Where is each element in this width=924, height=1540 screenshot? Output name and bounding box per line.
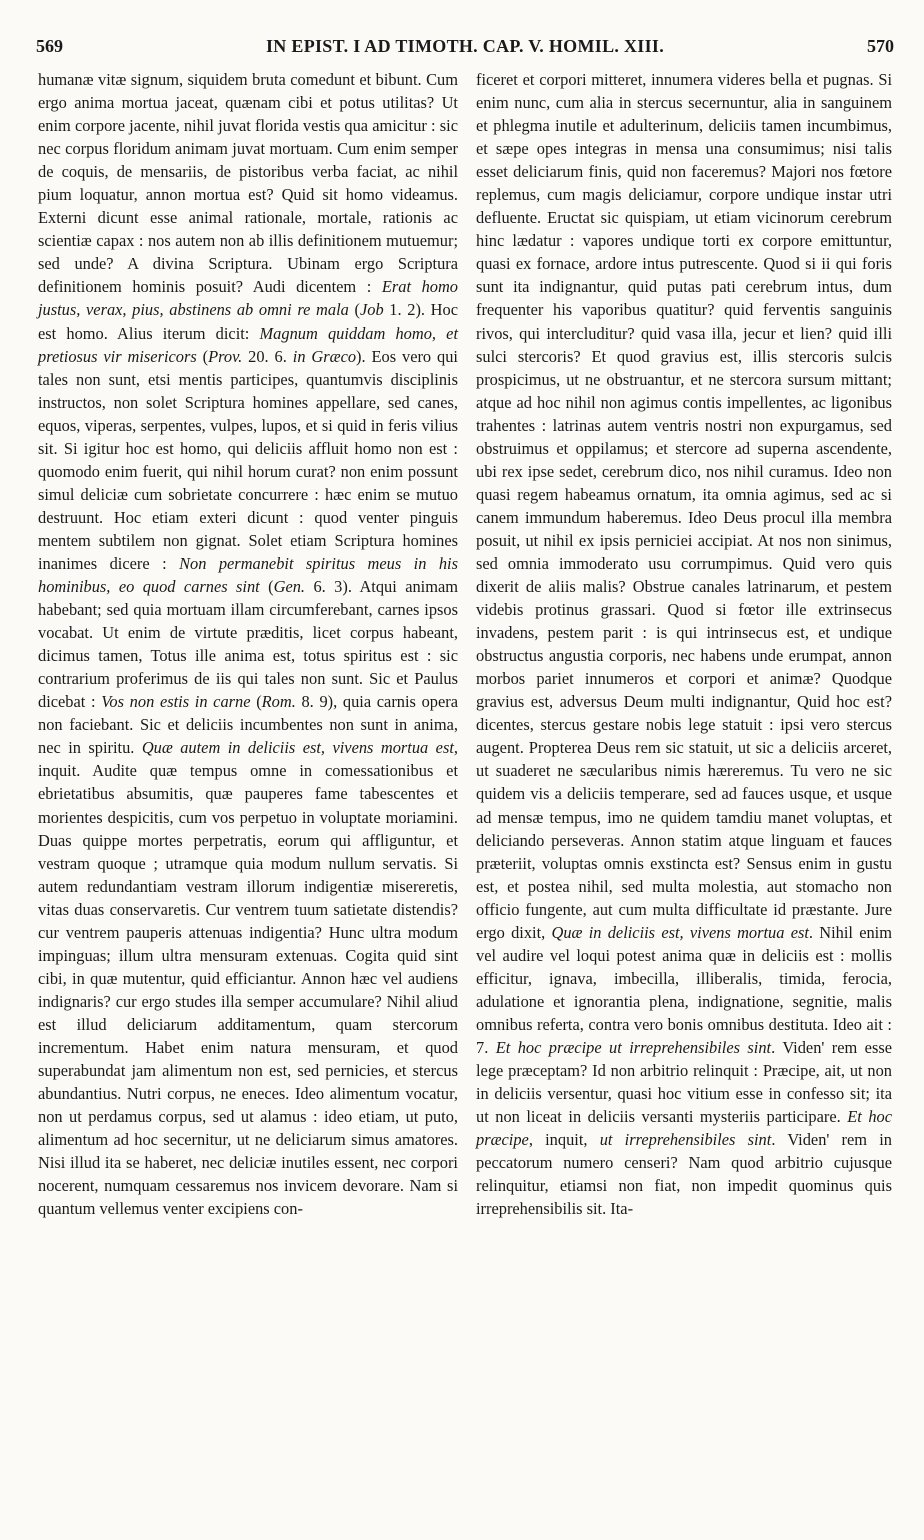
scripture-quote: Quæ autem in deliciis est, vivens mortua est (141, 738, 454, 758)
text-run: humanæ vitæ signum, siquidem bruta comedunt et bibunt. Cum ergo anima mortua jaceat, quænam cibi et potus utilitas? Ut enim corpore jacente, nihil juvat florida vestis qua amicitur : sic nec corpus floridum animam juvat mortuam. Cum enim semper de coquis, de mensariis, de pistoribus verba faciat, ac nihil pium loquatur, annon mortua est? Quid sit homo videamus. Externi dicunt esse animal rationale, mortale, rationis ac scientiæ capax : nos autem non ab illis definitionem mutuemur; sed unde? A divina Scriptura. Ubinam ergo Scriptura definitionem hominis posuit? Audi dicentem : (38, 70, 458, 297)
text-run: , inquit. Audite quæ tempus omne in comessationibus et ebrietatibus absumitis, quæ pauperes fame tabescentes et morientes despicitis, cum vos perpetuo in voluptate moriamini. Duas quippe mortes perpetratis, eorum qui affliguntur, et vestram quoque ; utramque quia modum nullum servatis. Si autem redundantiam vestram illorum indigentiæ misereretis, vitas duas conservaretis. Cur ventrem tuum satietate distendis? cur ventrem pauperis attenuas indigentia? Hunc ultra modum impinguas; illum ultra mensuram extenuas. Cogita quid sint cibi, in quæ mutentur, quid efficiantur. Annon hæc vel audiens indignaris? cur ergo studes illa semper accumulare? Nihil aliud est illud deliciarum additamentum, quam stercorum incrementum. Habet enim natura mensuram, et quod superabundat jam alimentum non est, sed pernicies, et stercus abundantius. Nutri corpus, ne eneces. Ideo alimentum vocatur, non ut perdamus corpus, sed ut alamus : ideo etiam, ut puto, alimentum ad hoc secernitur, ut ne deliciarum simus amatores. Nisi illud ita se haberet, nec deliciæ inutiles essent, nec corpori nocerent, numquam cessaremus nos invicem devorare. Nam si quantum vellemus venter excipiens con- (38, 738, 458, 1219)
running-header (36, 36, 894, 62)
text-column-left (38, 68, 458, 1220)
scripture-quote: Quæ in deliciis est, vivens mortua est (551, 922, 809, 942)
scripture-quote: in Græco (292, 346, 357, 366)
text-run: 20. 6. (242, 346, 293, 366)
text-run: 6. 3). Atqui animam habebant; sed quia mortuam illam circumferebant, carnes ipsos vocabat. Ut enim de virtute præditis, licet corpus habeant, dicimus tamen, Totus ille anima est, totus spiritus est : sic contrarium proferimus de iis qui tales non sunt. Sic et Paulus dicebat : (38, 577, 458, 712)
running-title: IN EPIST. I AD TIMOTH. CAP. V. HOMIL. XIII. (266, 36, 664, 56)
text-run: . Viden' rem esse lege præceptam? Id non arbitrio relinquit : Præcipe, ait, ut non in deliciis versentur, quasi hoc vitium esse in confesso sit; ita ut non liceat in deliciis versanti mysteriis participare. (476, 1037, 892, 1127)
scripture-quote: Erat homo justus, verax, pius, abstinens ab omni re mala (38, 277, 458, 320)
scripture-quote: Magnum quiddam homo, et pretiosus vir misericors (38, 323, 458, 366)
scripture-quote: Vos non estis in carne (101, 692, 251, 712)
text-run: ( (259, 577, 274, 597)
column-right-paragraph (476, 68, 892, 1220)
text-run: , inquit, (528, 1130, 600, 1150)
column-left-paragraph (38, 68, 458, 1220)
text-run: 1. 2). Hoc est homo. Alius iterum dicit: (38, 300, 458, 343)
scripture-quote: ut irreprehensibiles sint (599, 1130, 772, 1150)
scripture-quote: Rom. (261, 692, 296, 712)
text-run: 8. 9), quia carnis opera non faciebant. Sic et deliciis incumbentes non sunt in anima, nec in spiritu. (38, 692, 458, 758)
scripture-quote: Et hoc præcipe (476, 1107, 892, 1150)
scripture-quote: Prov. (208, 346, 243, 366)
text-run: ( (250, 692, 262, 712)
scripture-quote: Non permanebit spiritus meus in his hominibus, eo quod carnes sint (38, 553, 458, 597)
text-run: . Viden' rem in peccatorum numero censeri? Nam quod arbitrio cujusque relinquitur, etiamsi non fiat, non impedit quominus quis irreprehensibilis sit. Ita- (476, 1130, 892, 1219)
text-run: ficeret et corpori mitteret, innumera videres bella et pugnas. Si enim nunc, cum alia in stercus secernuntur, alia in sanguinem et phlegma inutile et adulterinum, deliciis tamen incumbimus, et sæpe opes integras in mensa una consumimus; nisi talis esset deliciarum finis, quid non faceremus? Majori nos fœtore replemus, cum magis deliciamur, corpore undique instar utri defluente. Eructat sic quispiam, ut etiam vicinorum cerebrum hinc lædatur : vapores undique torti ex corpore emittuntur, quasi ex fornace, ardore intus putrescente. Quod si ii qui foris sunt ita indignantur, quid putas pati cerebrum intus, dum frequenter his vaporibus quatitur? quid ferventis sanguinis rivos, qui intercluditur? quid vasa illa, jecur et lien? quid illi sulci stercoris? Et quod gravius est, illis stercoris sulcis prospicimus, ut ne obstruantur, et ne stercora sursum mittant; atque ad hoc nihil non agimus contis impellentes, ac ligonibus trahentes : latrinas autem ventris nostri non expurgamus, sed obstruimus et oppilamus; et stercore ad superna ascendente, ubi rex ipse sedet, cerebrum dico, nos nihil curamus. Ideo non quasi regem habeamus ornatum, ita omnia agimus, sed ac si canem immundum haberemus. Ideo Deus procul illa membra posuit, ut nihil ex ipsis perniciei accipiat. At nos non sinimus, sed omnia immoderato usu corrumpimus. Quid vero quis dixerit de aliis malis? Obstrue canales latrinarum, et pestem videbis protinus grassari. Quod si fœtor ille extrinsecus invadens, pestem parit : is qui intrinsecus est, et undique obstructus angustia corporis, nec habens unde erumpat, annon morbos pariet innumeros et corpori et animæ? Quodque gravius est, adversus Deum multi indignantur, Quid hoc est? dicentes, stercus gestare nobis lege statuit : ipsi vero stercus augent. Propterea Deus rem sic statuit, ut sic a deliciis arceret, ut suaderet ne sæcularibus nimis hærеremus. Tu vero ne sic quidem vis a deliciis temperare, sed ad fauces usque, et usque ad mensæ tempus, imo ne quidem tamdiu manet voluptas, et deliciando perseveras. Annon statim atque linguam et fauces præteriit, voluptas omnis exstincta est? Sensus enim in gustu est, et postea nihil, sed multa molestia, aut stomacho non officio fungente, aut cum multa difficultate id præstante. Jure ergo dixit, (476, 70, 892, 942)
text-run: . Nihil enim vel audire vel loqui potest anima quæ in deliciis est : mollis efficitur, ignava, imbecilla, illiberalis, timida, ferocia, adulatione et ignorantia plena, indignatione, segnitie, malis omnibus referta, contra vero bonis omnibus destituta. Ideo ait : 7. (476, 922, 892, 1057)
page-number-right: 570 (867, 36, 894, 56)
text-run: ( (196, 346, 209, 366)
text-column-right (476, 68, 892, 1220)
scripture-quote: Et hoc præcipe ut irreprehensibiles sint (495, 1037, 772, 1057)
scripture-quote: Gen. (273, 577, 306, 597)
text-run: ). Eos vero qui tales non sunt, etsi mentis participes, quantumvis disciplinis instructos, non solet Scriptura homines appellare, sed canes, equos, viperas, serpentes, vulpes, lupos, et si quid in feris vilius sit. Si igitur hoc est homo, qui deliciis affluit homo non est : quomodo enim fuerit, qui nihil horum curat? non enim possunt simul deliciæ cum sobrietate concurrere : hæc enim se mutuo destruunt. Hoc etiam exteri dicunt : quod venter pinguis mentem subtilem non gignat. Solet etiam Scriptura homines inanimes dicere : (38, 346, 458, 573)
scripture-quote: Job (359, 300, 384, 320)
text-run: ( (348, 300, 360, 320)
page-number-left: 569 (36, 36, 63, 56)
